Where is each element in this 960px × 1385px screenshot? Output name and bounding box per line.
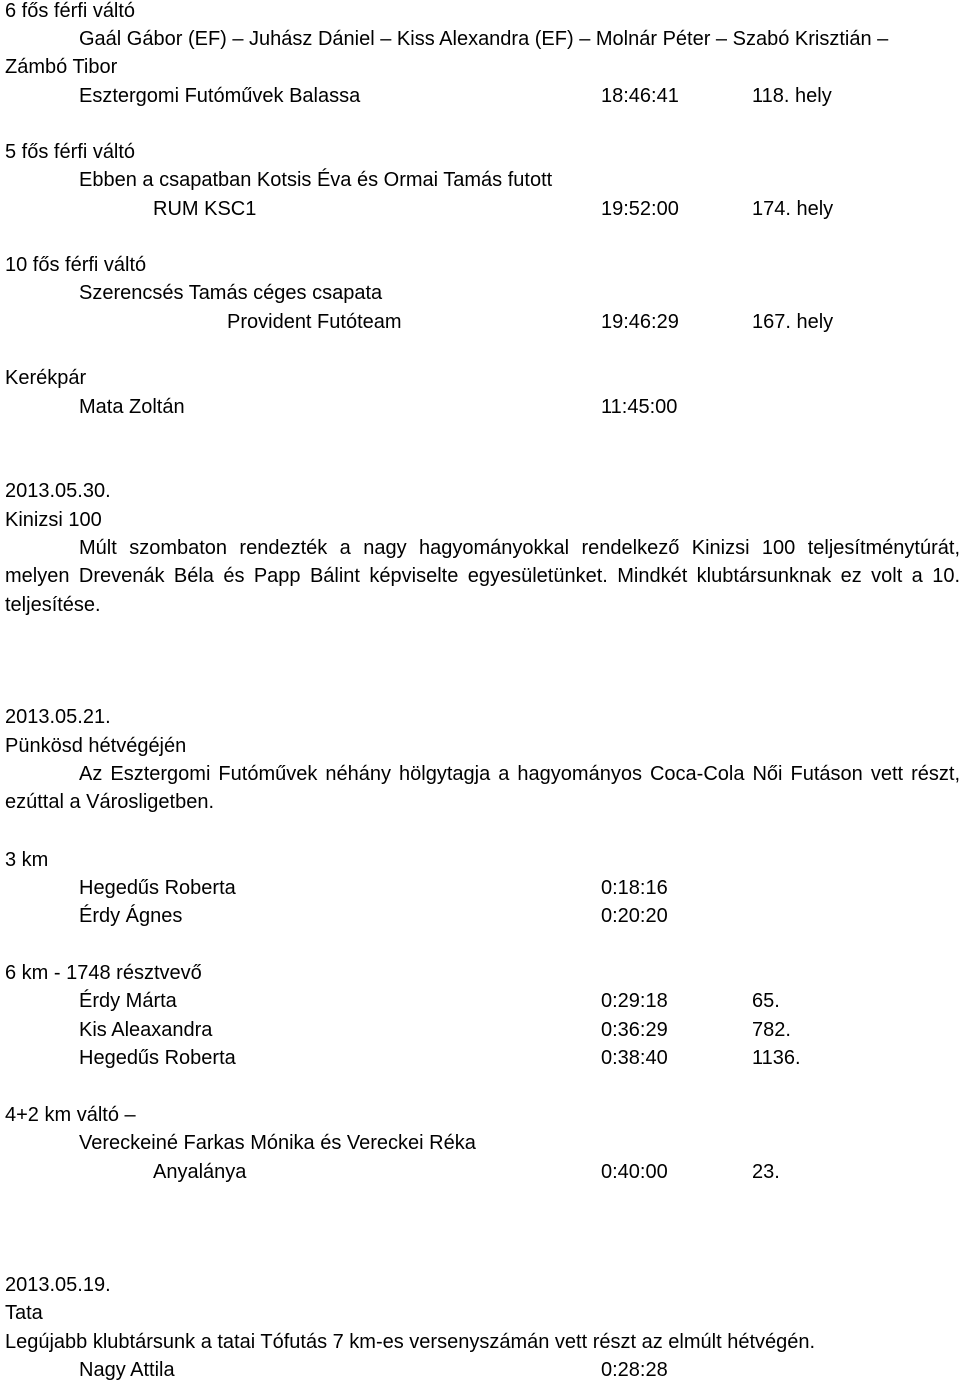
athlete-name: Hegedűs Roberta: [79, 1047, 236, 1069]
team-members-cont: Zámbó Tibor: [5, 56, 118, 78]
distance-label: 6 km - 1748 résztvevő: [5, 962, 202, 984]
athlete-name: Mata Zoltán: [79, 396, 185, 418]
news-text: Az Esztergomi Futóművek néhány hölgytagja a hagyományos Coca-Cola Női Futáson vett részt, ezúttal a Városligetben.: [5, 763, 960, 814]
result-time: 0:18:16: [601, 877, 668, 899]
result-rank: 1136.: [752, 1047, 801, 1069]
result-rank: 118. hely: [752, 85, 832, 107]
result-time: 0:28:28: [601, 1359, 668, 1381]
section-label: 6 fős férfi váltó: [5, 0, 136, 22]
athlete-name: Kis Aleaxandra: [79, 1019, 213, 1041]
result-rank: 782.: [752, 1019, 791, 1041]
athlete-name: Hegedűs Roberta: [79, 877, 236, 899]
result-time: 0:29:18: [601, 990, 668, 1012]
news-date: 2013.05.21.: [5, 706, 111, 728]
section-label: Kerékpár: [5, 367, 87, 389]
result-time: 18:46:41: [601, 85, 679, 107]
result-time: 11:45:00: [601, 396, 678, 418]
team-members: Vereckeiné Farkas Mónika és Vereckei Réka: [79, 1132, 476, 1154]
news-title: Tata: [5, 1302, 43, 1324]
news-title: Kinizsi 100: [5, 509, 102, 531]
distance-label: 3 km: [5, 849, 49, 871]
result-time: 0:36:29: [601, 1019, 668, 1041]
team-members: Gaál Gábor (EF) – Juhász Dániel – Kiss Alexandra (EF) – Molnár Péter – Szabó Krisztián –: [79, 28, 889, 50]
team-name: RUM KSC1: [153, 198, 257, 220]
team-name: Anyalánya: [153, 1161, 247, 1183]
result-time: 0:20:20: [601, 905, 668, 927]
team-name: Provident Futóteam: [227, 311, 402, 333]
result-rank: 23.: [752, 1161, 780, 1183]
section-label: 5 fős férfi váltó: [5, 141, 136, 163]
distance-label: 4+2 km váltó –: [5, 1104, 136, 1126]
news-date: 2013.05.30.: [5, 480, 111, 502]
result-rank: 174. hely: [752, 198, 834, 220]
result-rank: 167. hely: [752, 311, 834, 333]
news-date: 2013.05.19.: [5, 1274, 111, 1296]
news-text: Legújabb klubtársunk a tatai Tófutás 7 km-es versenyszámán vett részt az elmúlt hétvégén.: [5, 1331, 816, 1353]
news-paragraph: [5, 760, 960, 817]
team-note: Szerencsés Tamás céges csapata: [79, 282, 383, 304]
section-label: 10 fős férfi váltó: [5, 254, 147, 276]
team-name: Esztergomi Futóművek Balassa: [79, 85, 361, 107]
athlete-name: Érdy Ágnes: [79, 905, 183, 927]
athlete-name: Érdy Márta: [79, 990, 177, 1012]
news-text: Múlt szombaton rendezték a nagy hagyományokkal rendelkező Kinizsi 100 teljesítménytúrát, melyen Drevenák Béla és Papp Bálint képviselte egyesületünket. Mindkét klubtársunknak ez volt a 10. teljesítése.: [5, 537, 960, 616]
result-rank: 65.: [752, 990, 780, 1012]
team-note: Ebben a csapatban Kotsis Éva és Ormai Tamás futott: [79, 169, 553, 191]
news-title: Pünkösd hétvégéjén: [5, 735, 187, 757]
athlete-name: Nagy Attila: [79, 1359, 175, 1381]
result-time: 19:46:29: [601, 311, 679, 333]
result-time: 19:52:00: [601, 198, 679, 220]
news-paragraph: [5, 534, 960, 619]
result-time: 0:38:40: [601, 1047, 668, 1069]
result-time: 0:40:00: [601, 1161, 668, 1183]
